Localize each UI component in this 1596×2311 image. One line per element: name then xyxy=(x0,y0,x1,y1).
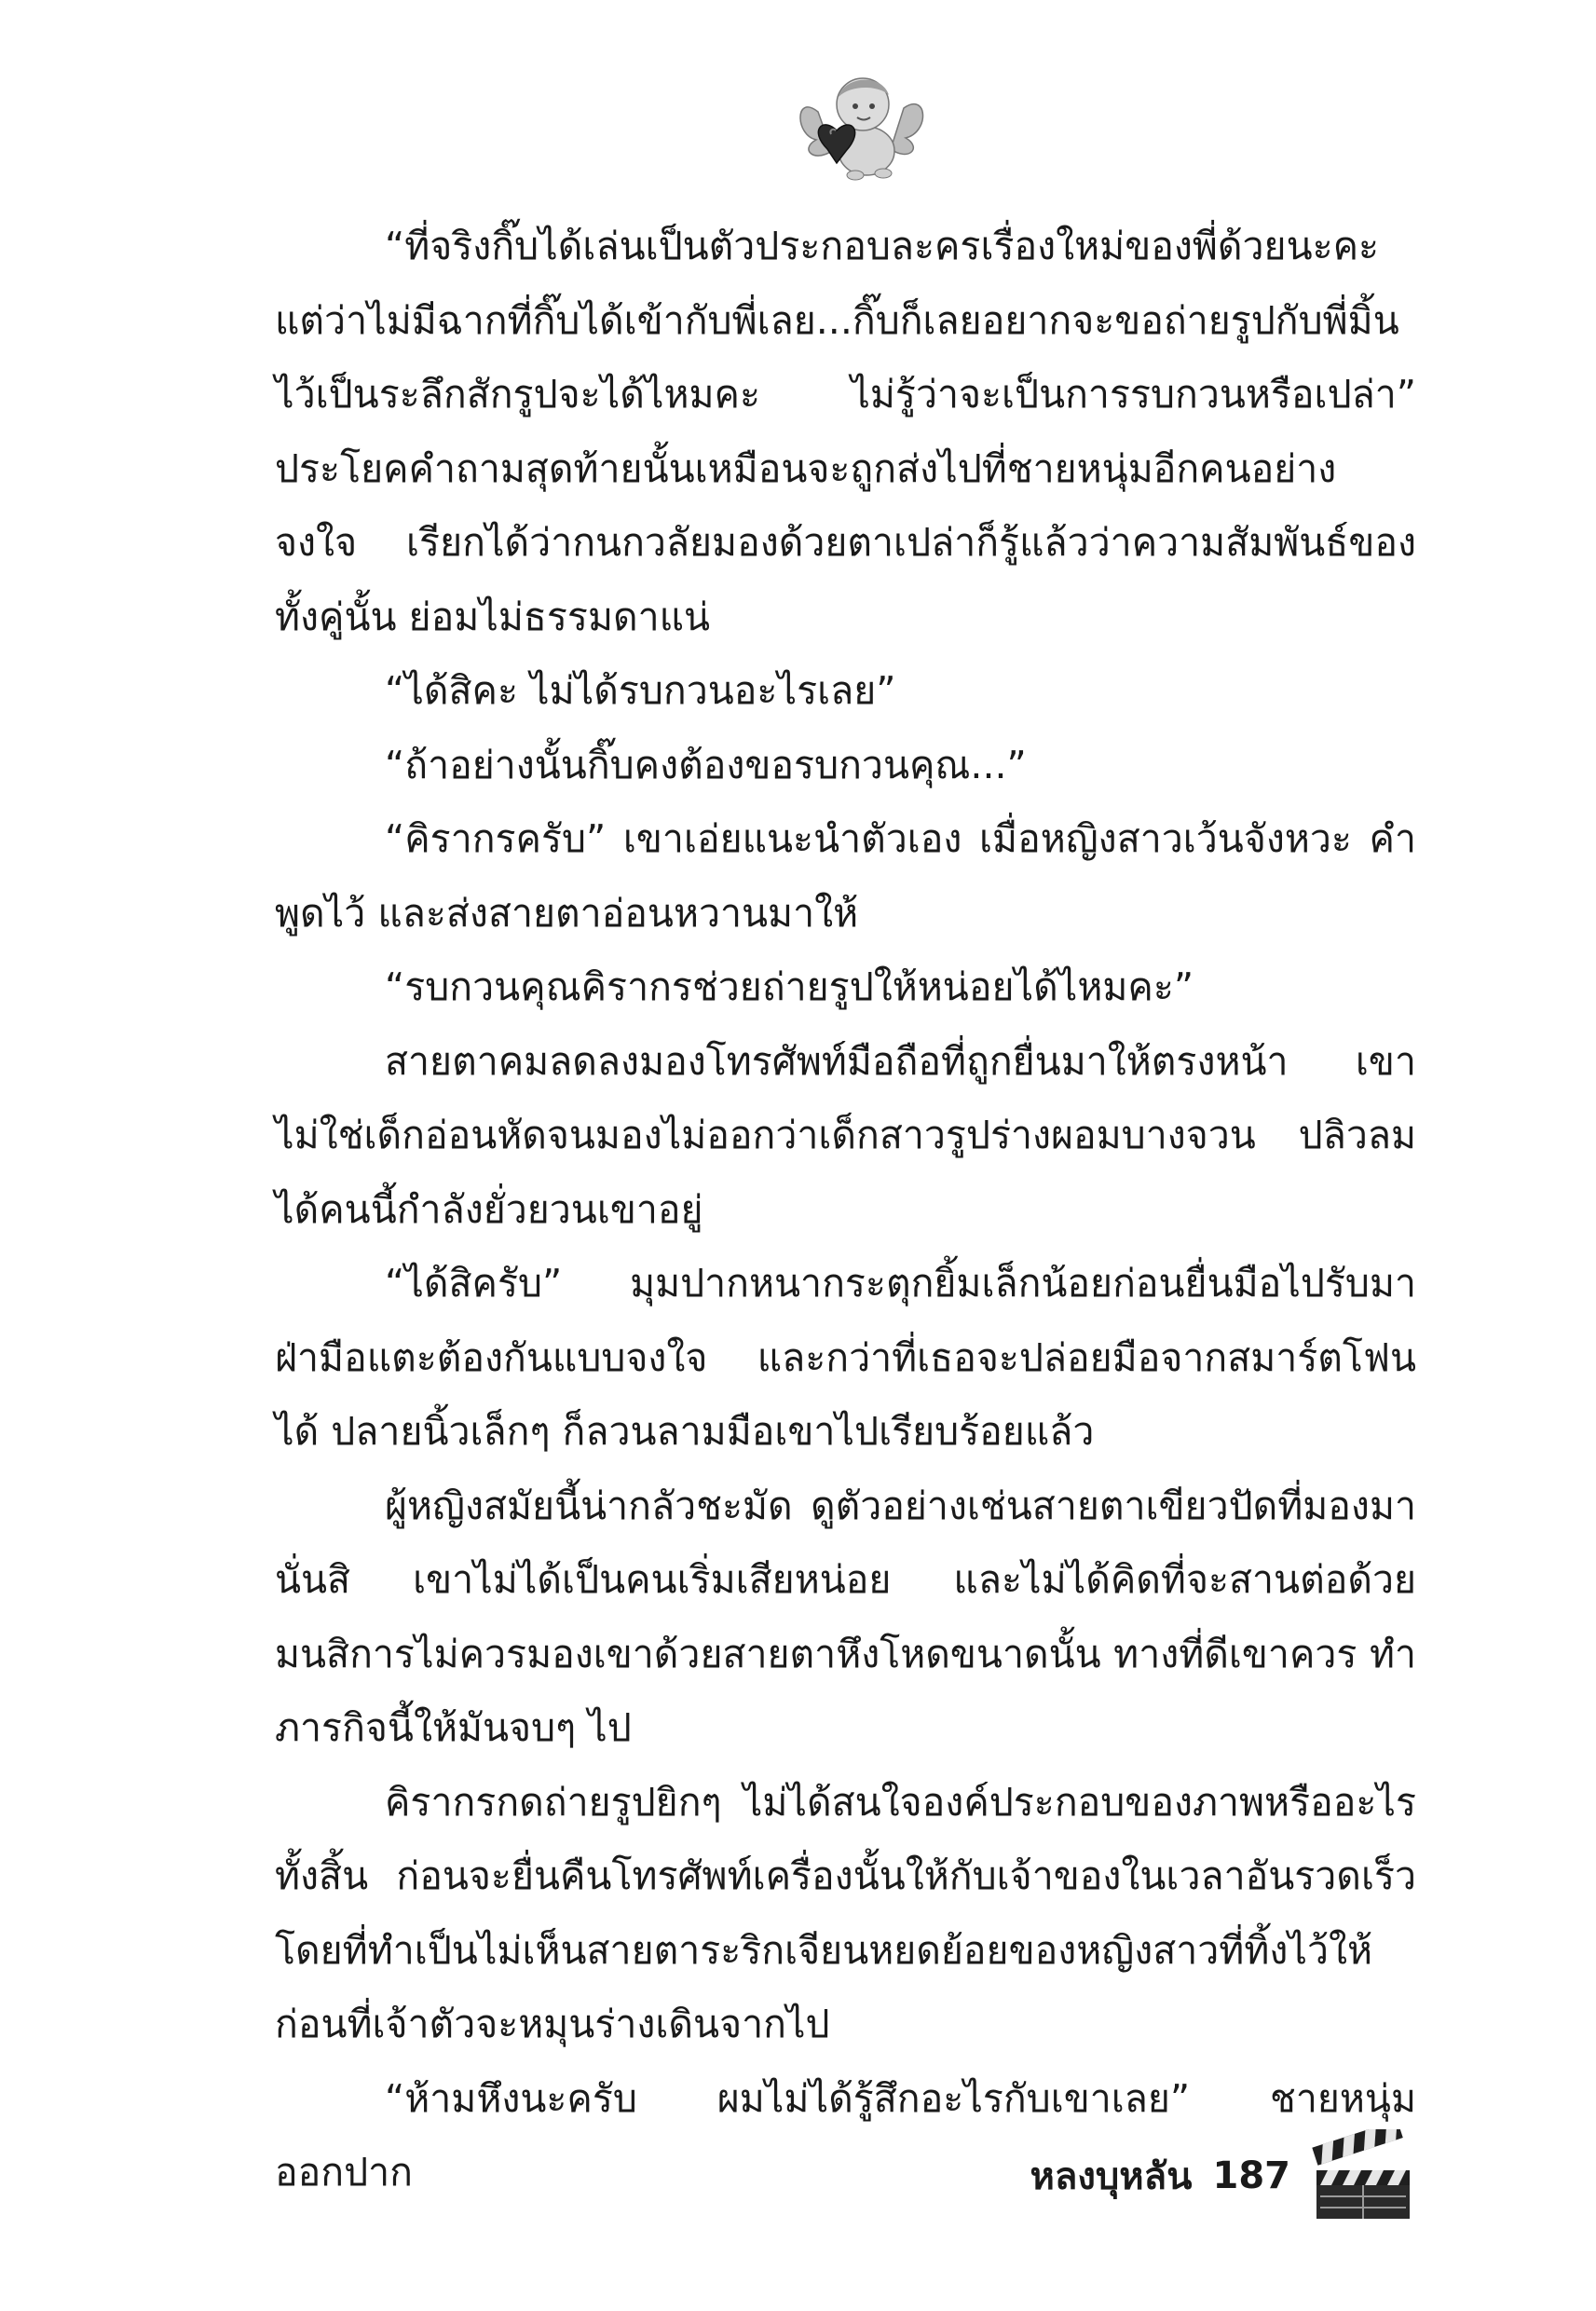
paragraph: ผู้หญิงสมัยนี้น่ากลัวชะมัด ดูตัวอย่างเช่นสายตาเขียวปัดที่มองมา นั่นสิ เขาไม่ได้เป็นคนเริ่มเสียหน่อย และไม่ได้คิดที่จะสานต่อด้วย มนสิการไม่ควรมองเขาด้วยสายตาหึงโหดขนาดนั้น ทางที่ดีเขาควร ทำภารกิจนี้ให้มันจบๆ ไป xyxy=(275,1483,1416,1750)
page-number: 187 xyxy=(1212,2154,1290,2197)
paragraph: “ถ้าอย่างนั้นกิ๊บคงต้องขอรบกวนคุณ...” xyxy=(385,742,1027,787)
paragraph: คิรากรกดถ่ายรูปยิกๆ ไม่ได้สนใจองค์ประกอบของภาพหรืออะไร ทั้งสิ้น ก่อนจะยื่นคืนโทรศัพท์เครื่องนั้นให้กับเจ้าของในเวลาอันรวดเร็ว โดยที่ทำเป็นไม่เห็นสายตาระริกเจียนหยดย้อยของหญิงสาวที่ทิ้งไว้ให้ ก่อนที่เจ้าตัวจะหมุนร่างเดินจากไป xyxy=(275,1779,1416,2046)
paragraph: “ที่จริงกิ๊บได้เล่นเป็นตัวประกอบละครเรื่องใหม่ของพี่ด้วยนะคะ แต่ว่าไม่มีฉากที่กิ๊บได้เข้ากับพี่เลย...กิ๊บก็เลยอยากจะขอถ่ายรูปกับพี่มิ้น ไว้เป็นระลึกสักรูปจะได้ไหมคะ ไม่รู้ว่าจะเป็นการรบกวนหรือเปล่า” ประโยคคำถามสุดท้ายนั้นเหมือนจะถูกส่งไปที่ชายหนุ่มอีกคนอย่างจงใจ เรียกได้ว่ากนกวลัยมองด้วยตาเปล่าก็รู้แล้วว่าความสัมพันธ์ของทั้งคู่นั้น ย่อมไม่ธรรมดาแน่ xyxy=(275,224,1416,639)
page-footer xyxy=(1030,2125,1413,2227)
paragraph: “ได้สิครับ” มุมปากหนากระตุกยิ้มเล็กน้อยก่อนยื่นมือไปรับมา ฝ่ามือแตะต้องกันแบบจงใจ และกว่าที่เธอจะปล่อยมือจากสมาร์ตโฟนได้ ปลายนิ้วเล็กๆ ก็ลวนลามมือเขาไปเรียบร้อยแล้ว xyxy=(275,1261,1416,1454)
paragraph: “ห้ามหึงนะครับ ผมไม่ได้รู้สึกอะไรกับเขาเลย” ชายหนุ่มออกปาก xyxy=(275,2075,1416,2195)
paragraph: “ได้สิคะ ไม่ได้รบกวนอะไรเลย” xyxy=(385,668,896,713)
paragraph: สายตาคมลดลงมองโทรศัพท์มือถือที่ถูกยื่นมาให้ตรงหน้า เขาไม่ใช่เด็กอ่อนหัดจนมองไม่ออกว่าเด็กสาวรูปร่างผอมบางจวน ปลิวลมได้คนนี้กำลังยั่วยวนเขาอยู่ xyxy=(275,1038,1416,1232)
body-text xyxy=(275,210,1416,2210)
cupid-heart-icon xyxy=(790,65,930,186)
paragraph: “คิรากรครับ” เขาเอ่ยแนะนำตัวเอง เมื่อหญิงสาวเว้นจังหวะ คำพูดไว้ และส่งสายตาอ่อนหวานมาให้ xyxy=(275,816,1416,936)
paragraph: “รบกวนคุณคิรากรช่วยถ่ายรูปให้หน่อยได้ไหมคะ” xyxy=(385,964,1194,1009)
book-title: หลงบุหลัน xyxy=(1030,2155,1193,2198)
clapperboard-icon xyxy=(1311,2129,1413,2222)
